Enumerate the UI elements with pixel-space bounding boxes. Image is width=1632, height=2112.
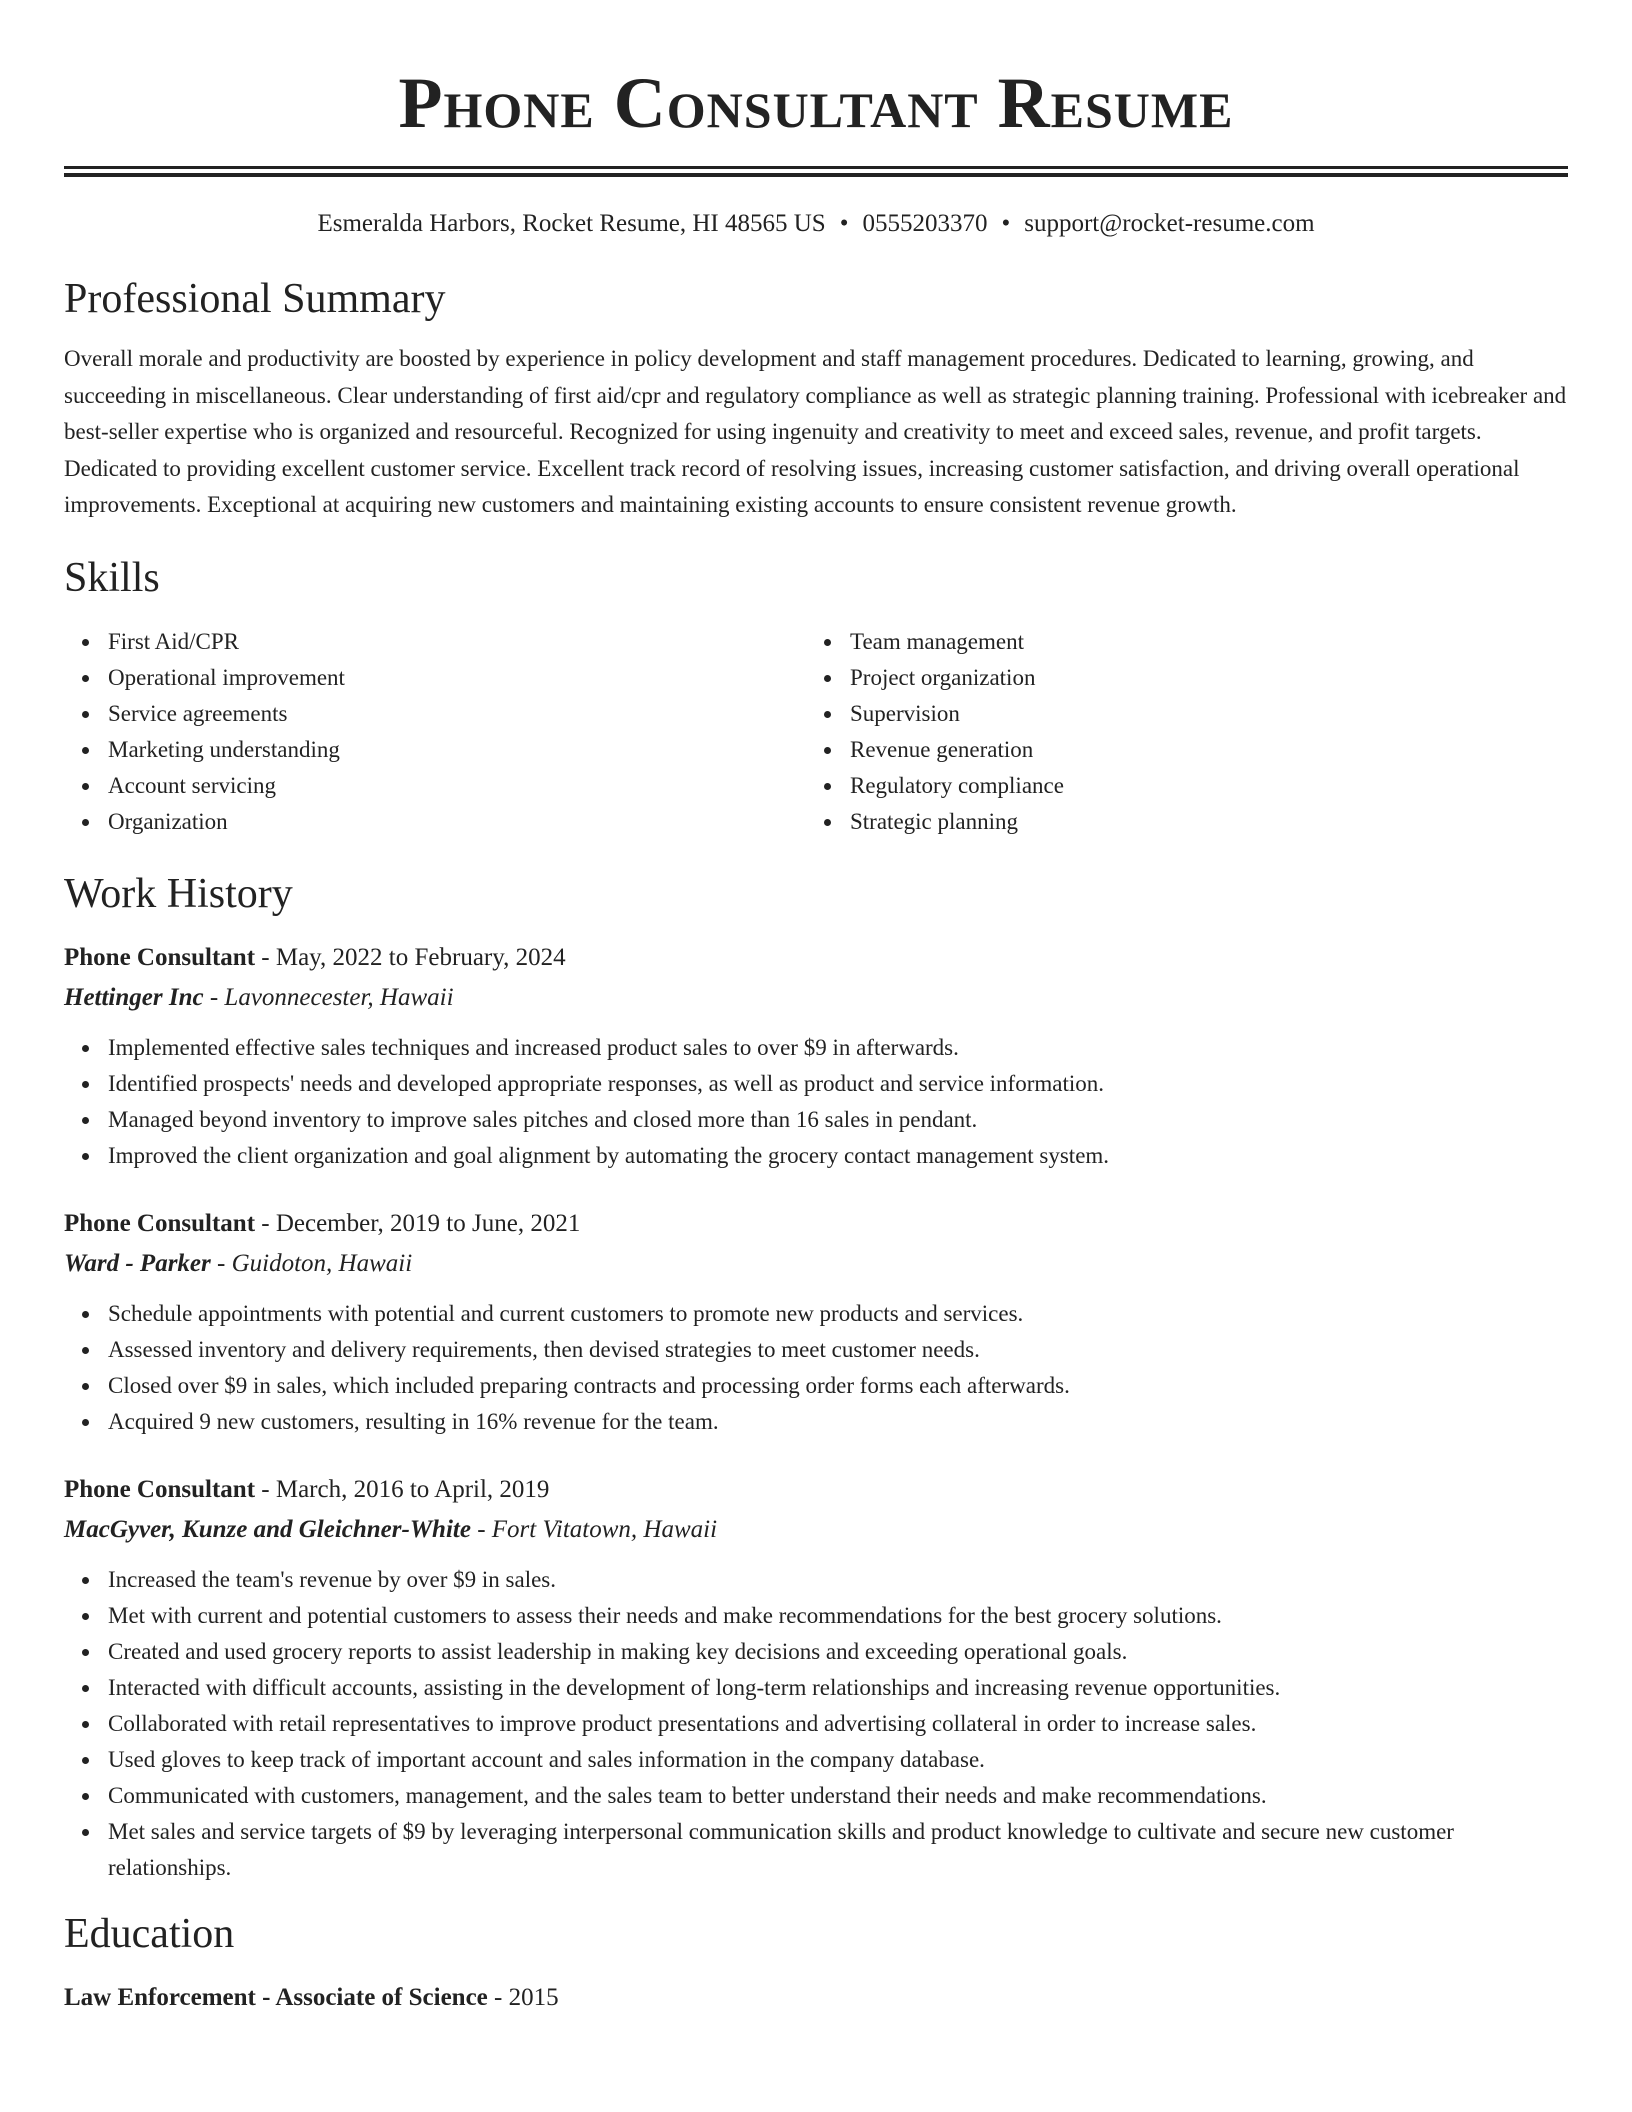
job-dates: - December, 2019 to June, 2021 — [255, 1209, 581, 1237]
job-bullet: Used gloves to keep track of important account and sales information in the company database. — [108, 1742, 1568, 1778]
work-history-section — [64, 868, 1568, 1886]
job-title-line — [64, 938, 1568, 978]
skill-item: Strategic planning — [850, 804, 1064, 840]
job-title-line — [64, 1470, 1568, 1510]
job-bullet: Identified prospects' needs and developed appropriate responses, as well as product and service information. — [108, 1066, 1568, 1102]
section-heading-education: Education — [64, 1910, 235, 1957]
section-heading-skills: Skills — [64, 554, 160, 601]
job-company-line — [64, 1244, 1568, 1284]
job-company-line — [64, 1510, 1568, 1550]
education-section — [64, 1908, 1568, 2018]
job-bullet: Increased the team's revenue by over $9 in sales. — [108, 1562, 1568, 1598]
skill-item: Service agreements — [108, 696, 806, 732]
job-role: Phone Consultant — [64, 943, 256, 971]
job-company-line — [64, 978, 1568, 1018]
contact-phone: 0555203370 — [862, 210, 988, 237]
contact-email: support@rocket-resume.com — [1024, 210, 1315, 237]
page-title: Phone Consultant Resume — [398, 63, 1234, 143]
job-bullet: Assessed inventory and delivery requirements, then devised strategies to meet customer needs. — [108, 1332, 1568, 1368]
job-entry — [64, 1470, 1568, 1886]
job-entry — [64, 1204, 1568, 1440]
contact-separator: • — [839, 210, 849, 237]
job-title-line — [64, 1204, 1568, 1244]
skills-section — [64, 552, 1568, 840]
job-company: MacGyver, Kunze and Gleichner-White — [64, 1515, 471, 1543]
job-bullets — [64, 1562, 1568, 1886]
education-degree: Law Enforcement - Associate of Science — [64, 1983, 488, 2011]
job-bullet: Collaborated with retail representatives to improve product presentations and advertising collateral in order to increase sales. — [108, 1706, 1568, 1742]
job-company: Ward - Parker — [64, 1249, 211, 1277]
job-bullet: Met with current and potential customers to assess their needs and make recommendations for the best grocery solutions. — [108, 1598, 1568, 1634]
job-bullet: Implemented effective sales techniques and increased product sales to over $9 in afterwards. — [108, 1030, 1568, 1066]
job-dates: - May, 2022 to February, 2024 — [255, 943, 566, 971]
professional-summary-section — [64, 273, 1568, 524]
job-company: Hettinger Inc — [64, 983, 204, 1011]
job-bullet: Closed over $9 in sales, which included preparing contracts and processing order forms each afterwards. — [108, 1368, 1568, 1404]
title-divider — [64, 166, 1568, 177]
contact-line — [64, 207, 1568, 241]
job-bullet: Acquired 9 new customers, resulting in 16% revenue for the team. — [108, 1404, 1568, 1440]
job-bullet: Schedule appointments with potential and current customers to promote new products and services. — [108, 1296, 1568, 1332]
job-location: - Guidoton, Hawaii — [210, 1249, 413, 1277]
skills-list-right — [806, 624, 1064, 840]
skill-item: Organization — [108, 804, 806, 840]
job-bullet: Improved the client organization and goal alignment by automating the grocery contact management system. — [108, 1138, 1568, 1174]
skill-item: Supervision — [850, 696, 1064, 732]
education-entry — [64, 1978, 1568, 2018]
job-role: Phone Consultant — [64, 1209, 256, 1237]
job-bullet: Met sales and service targets of $9 by leveraging interpersonal communication skills and product knowledge to cultivate and secure new customer relationships. — [108, 1814, 1568, 1886]
skills-columns — [64, 624, 1568, 840]
skill-item: Regulatory compliance — [850, 768, 1064, 804]
contact-address: Esmeralda Harbors, Rocket Resume, HI 48565 US — [317, 210, 826, 237]
job-bullets — [64, 1030, 1568, 1174]
skills-list-left — [64, 624, 806, 840]
job-entry — [64, 938, 1568, 1174]
skill-item: Account servicing — [108, 768, 806, 804]
job-location: - Fort Vitatown, Hawaii — [470, 1515, 718, 1543]
section-heading-summary: Professional Summary — [64, 276, 446, 322]
job-bullet: Managed beyond inventory to improve sales pitches and closed more than 16 sales in pendant. — [108, 1102, 1568, 1138]
job-bullets — [64, 1296, 1568, 1440]
job-role: Phone Consultant — [64, 1475, 256, 1503]
job-bullet: Interacted with difficult accounts, assisting in the development of long-term relationships and increasing revenue opportunities. — [108, 1670, 1568, 1706]
skill-item: Operational improvement — [108, 660, 806, 696]
skill-item: Marketing understanding — [108, 732, 806, 768]
skill-item: Team management — [850, 624, 1064, 660]
section-heading-work: Work History — [64, 870, 293, 917]
job-location: - Lavonnecester, Hawaii — [203, 983, 454, 1011]
education-year: - 2015 — [487, 1983, 559, 2011]
job-dates: - March, 2016 to April, 2019 — [255, 1475, 550, 1503]
skill-item: Project organization — [850, 660, 1064, 696]
job-bullet: Communicated with customers, management, and the sales team to better understand their needs and make recommendations. — [108, 1778, 1568, 1814]
job-bullet: Created and used grocery reports to assist leadership in making key decisions and exceeding operational goals. — [108, 1634, 1568, 1670]
skill-item: First Aid/CPR — [108, 624, 806, 660]
contact-separator: • — [1001, 210, 1011, 237]
summary-text: Overall morale and productivity are boosted by experience in policy development and staff management procedures. Dedicated to learning, growing, and succeeding in miscellaneous. Clear understanding of first aid/cpr and regulatory compliance as well as strategic planning training. Professional with icebreaker and best-seller expertise who is organized and resourceful. Recognized for using ingenuity and creativity to meet and exceed sales, revenue, and profit targets. Dedicated to providing excellent customer service. Excellent track record of resolving issues, increasing customer satisfaction, and driving overall operational improvements. Exceptional at acquiring new customers and maintaining existing accounts to ensure consistent revenue growth. — [64, 346, 1567, 517]
skill-item: Revenue generation — [850, 732, 1064, 768]
